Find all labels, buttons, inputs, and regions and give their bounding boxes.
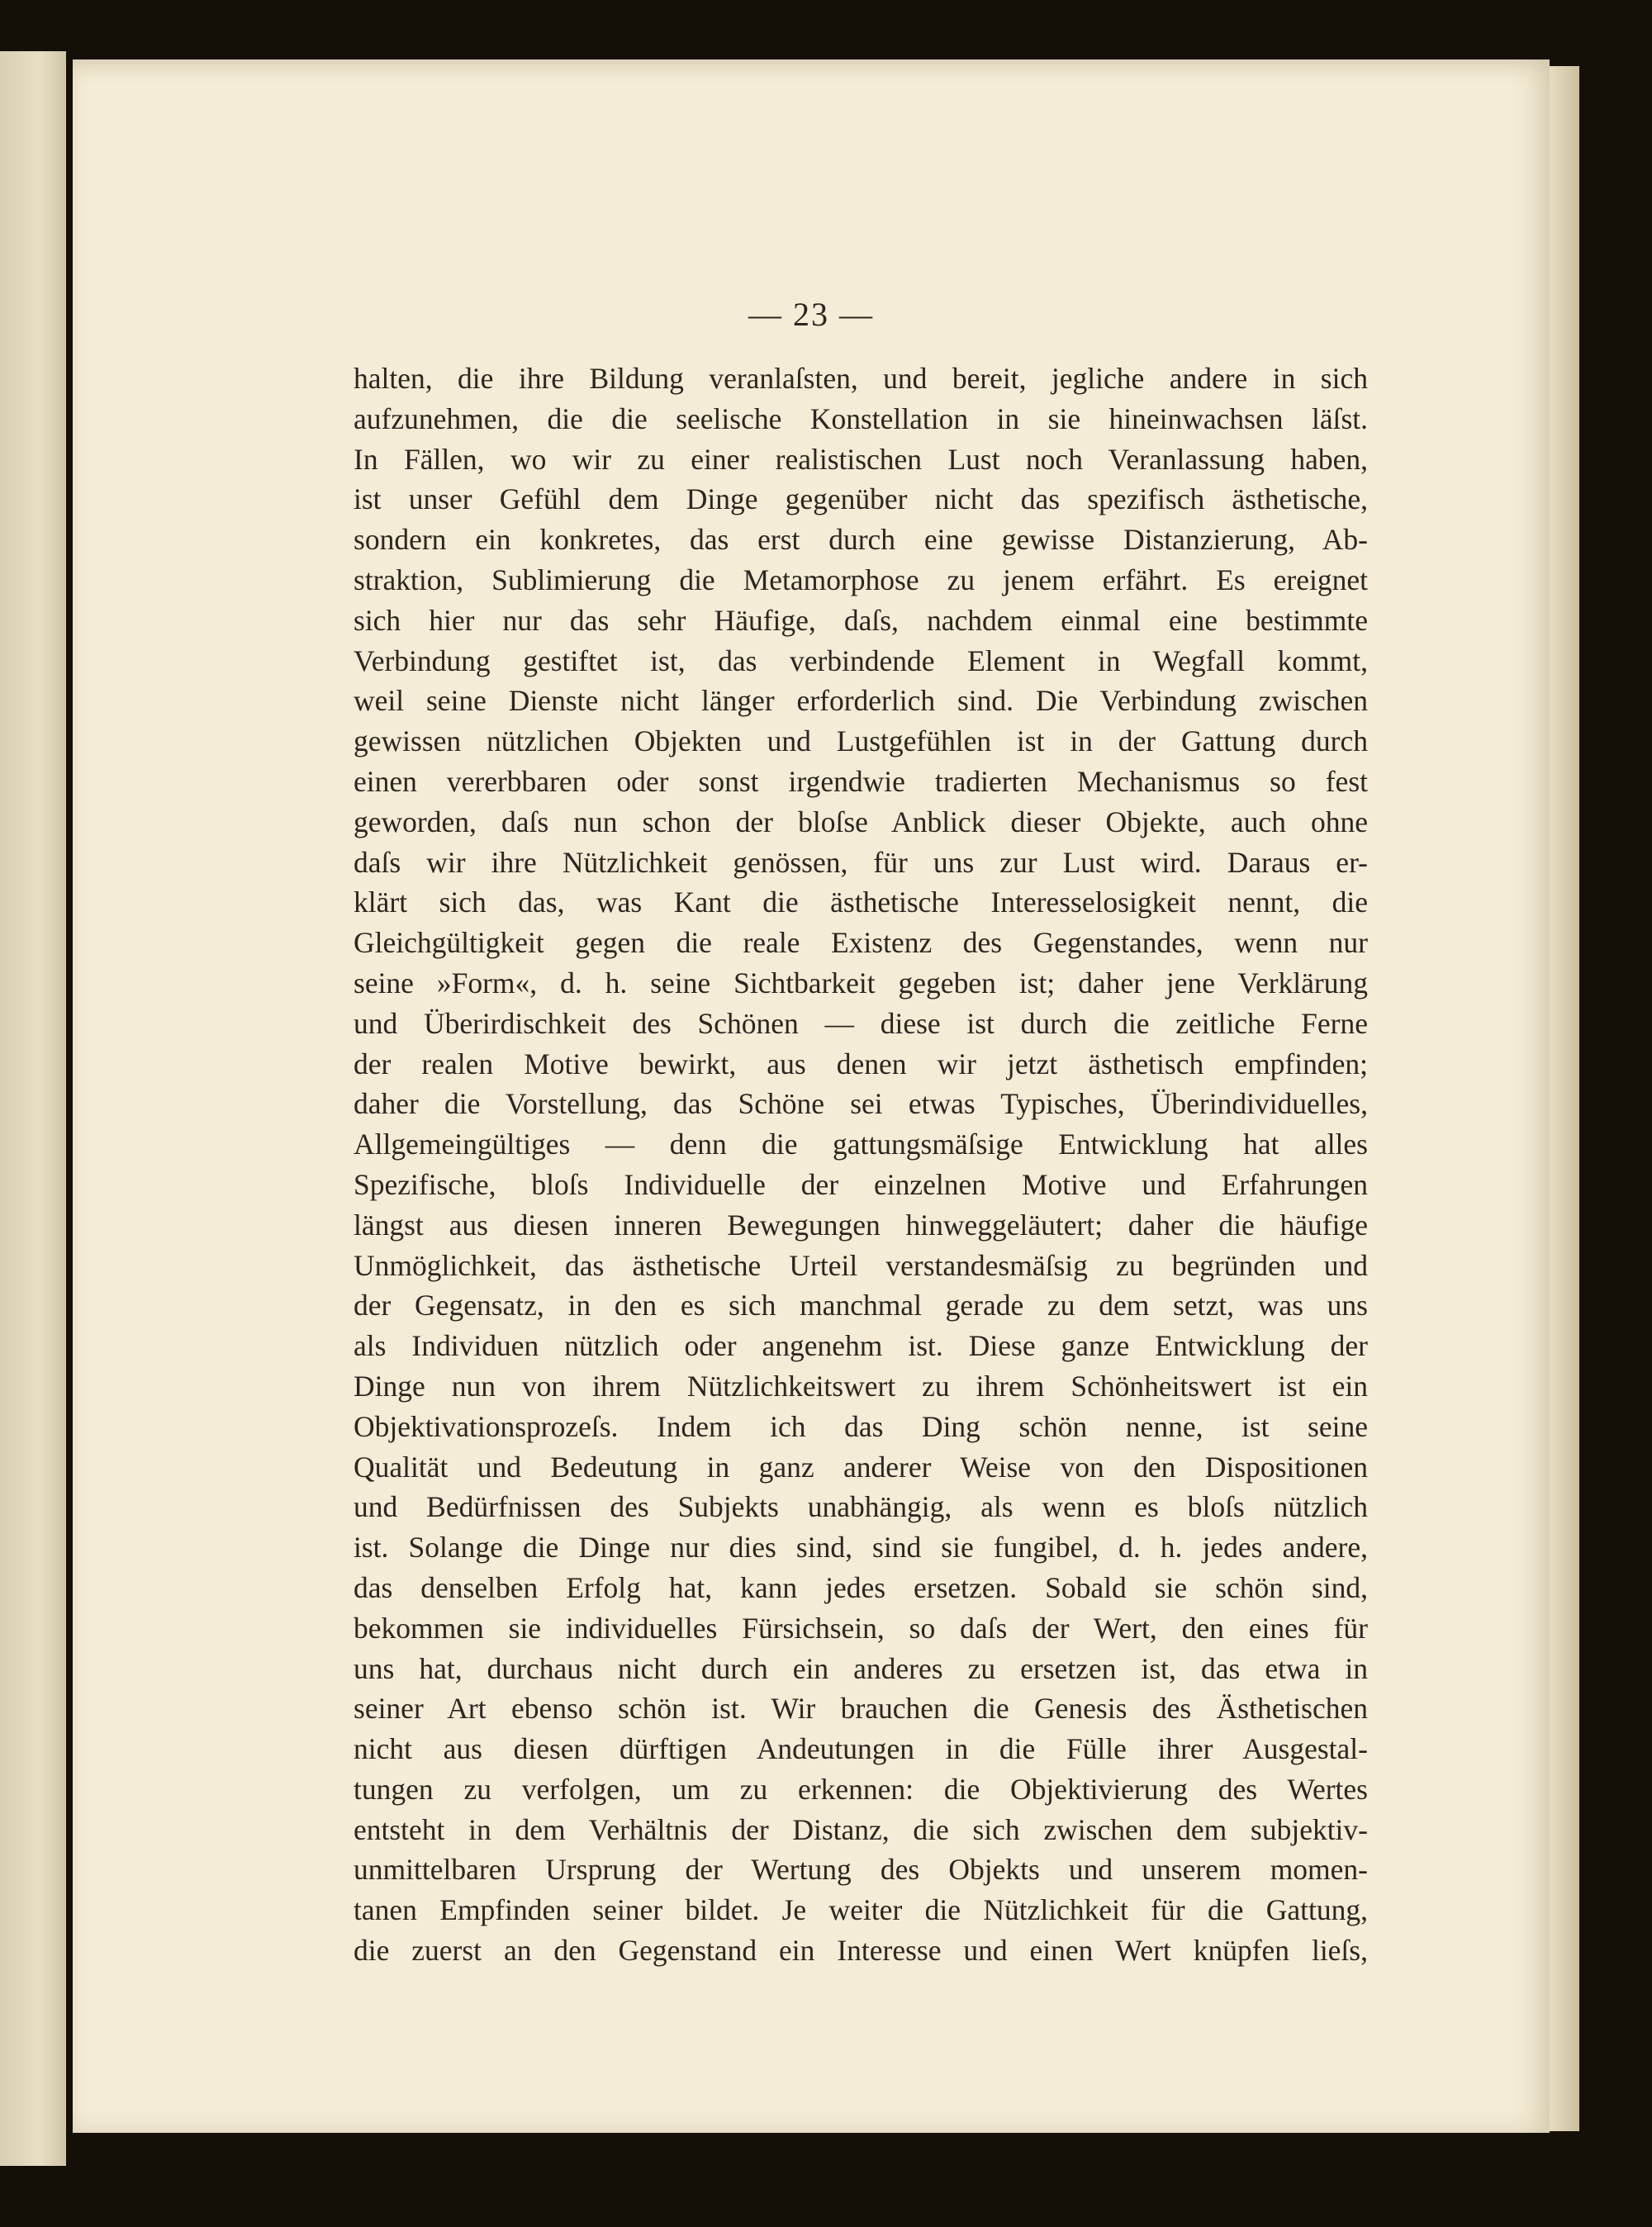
text-line: und Überirdischkeit des Schönen — diese ist durch die zeitliche Ferne [354,1006,1368,1040]
text-line: halten, die ihre Bildung veranlaſsten, und bereit, jegliche andere in sich [354,362,1368,395]
text-line: sich hier nur das sehr Häufige, daſs, nachdem einmal eine bestimmte [354,603,1368,637]
text-line: bekommen sie individuelles Fürsichsein, so daſs der Wert, den eines für [354,1611,1368,1645]
text-line: uns hat, durchaus nicht durch ein anderes zu ersetzen ist, das etwa in [354,1651,1368,1685]
text-line: ist. Solange die Dinge nur dies sind, sind sie fungibel, d. h. jedes andere, [354,1531,1368,1565]
text-line: daher die Vorstellung, das Schöne sei etwas Typisches, Überindividuelles, [354,1087,1368,1121]
body-text [354,359,1368,1971]
text-line: längst aus diesen inneren Bewegungen hinweggeläutert; daher die häufige [354,1208,1368,1242]
text-line: seine »Form«, d. h. seine Sichtbarkeit gegeben ist; daher jene Verklärung [354,966,1368,1000]
page-stack-edge [1550,66,1579,2131]
text-line: entsteht in dem Verhältnis der Distanz, die sich zwischen dem subjektiv- [354,1812,1368,1846]
text-line: weil seine Dienste nicht länger erforderlich sind. Die Verbindung zwischen [354,684,1368,718]
text-line: und Bedürfnissen des Subjekts unabhängig, als wenn es bloſs nützlich [354,1490,1368,1524]
left-page-edge [0,51,66,2166]
text-line: der realen Motive bewirkt, aus denen wir jetzt ästhetisch empfinden; [354,1047,1368,1080]
text-line: Qualität und Bedeutung in ganz anderer Weise von den Dispositionen [354,1450,1368,1484]
book-page [73,59,1550,2133]
text-line: ist unser Gefühl dem Dinge gegenüber nicht das spezifisch ästhetische, [354,482,1368,516]
text-line: daſs wir ihre Nützlichkeit genössen, für uns zur Lust wird. Daraus er- [354,845,1368,879]
text-line: einen vererbbaren oder sonst irgendwie tradierten Mechanismus so fest [354,764,1368,798]
text-line: unmittelbaren Ursprung der Wertung des Objekts und unserem momen- [354,1853,1368,1887]
text-line: als Individuen nützlich oder angenehm ist. Diese ganze Entwicklung der [354,1329,1368,1363]
text-line: Dinge nun von ihrem Nützlichkeitswert zu ihrem Schönheitswert ist ein [354,1369,1368,1403]
text-line: klärt sich das, was Kant die ästhetische Interesselosigkeit nennt, die [354,886,1368,919]
text-line: tungen zu verfolgen, um zu erkennen: die Objektivierung des Wertes [354,1772,1368,1806]
text-line: nicht aus diesen dürftigen Andeutungen in die Fülle ihrer Ausgestal- [354,1732,1368,1766]
text-line: In Fällen, wo wir zu einer realistischen Lust noch Veranlassung haben, [354,442,1368,476]
text-line: sondern ein konkretes, das erst durch eine gewisse Distanzierung, Ab- [354,523,1368,557]
text-line: aufzunehmen, die die seelische Konstellation in sie hineinwachsen läſst. [354,401,1368,435]
text-line: Unmöglichkeit, das ästhetische Urteil verstandesmäſsig zu begründen und [354,1248,1368,1282]
text-line: Verbindung gestiftet ist, das verbindende Element in Wegfall kommt, [354,643,1368,677]
page-number: — 23 — [748,296,874,333]
text-line: die zuerst an den Gegenstand ein Interesse und einen Wert knüpfen lieſs, [354,1934,1368,1968]
text-line: geworden, daſs nun schon der bloſse Anblick dieser Objekte, auch ohne [354,805,1368,838]
text-line: tanen Empfinden seiner bildet. Je weiter die Nützlichkeit für die Gattung, [354,1893,1368,1927]
text-line: der Gegensatz, in den es sich manchmal gerade zu dem setzt, was uns [354,1289,1368,1322]
text-line: straktion, Sublimierung die Metamorphose zu jenem erfährt. Es ereignet [354,563,1368,596]
text-line: seiner Art ebenso schön ist. Wir brauchen die Genesis des Ästhetischen [354,1692,1368,1726]
text-line: Gleichgültigkeit gegen die reale Existenz des Gegenstandes, wenn nur [354,926,1368,960]
text-line: das denselben Erfolg hat, kann jedes ersetzen. Sobald sie schön sind, [354,1570,1368,1604]
text-line: gewissen nützlichen Objekten und Lustgefühlen ist in der Gattung durch [354,724,1368,758]
text-line: Spezifische, bloſs Individuelle der einzelnen Motive und Erfahrungen [354,1167,1368,1201]
text-line: Allgemeingültiges — denn die gattungsmäſsige Entwicklung hat alles [354,1128,1368,1161]
text-line: Objektivationsprozeſs. Indem ich das Ding schön nenne, ist seine [354,1409,1368,1443]
